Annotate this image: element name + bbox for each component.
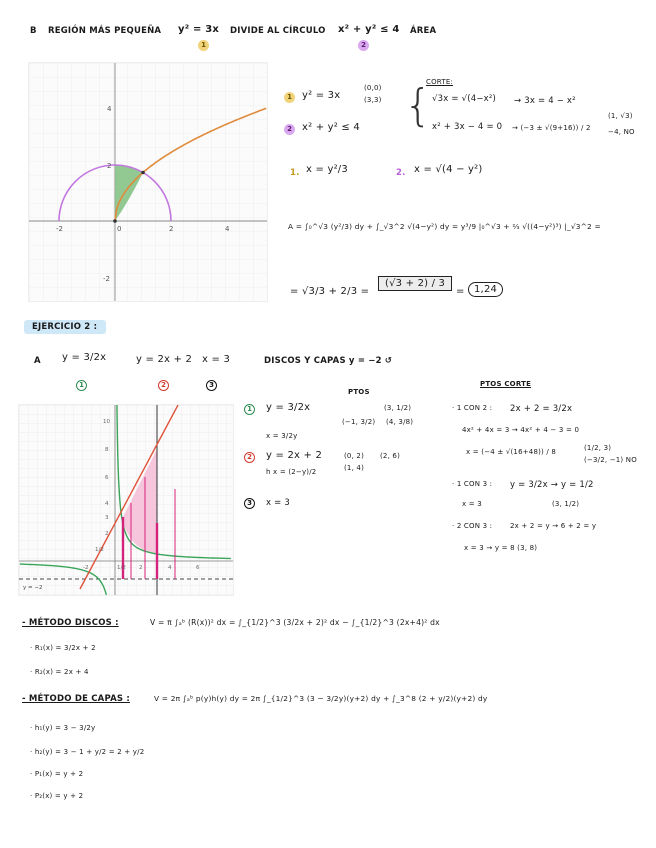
c1-res1: (1/2, 3) <box>584 444 612 452</box>
tick-y-10: 10 <box>103 419 110 425</box>
sub2-num: 2. <box>396 168 406 178</box>
c1-l3: x = (−4 ± √(16+48)) / 8 <box>466 448 557 456</box>
c3-eq: 2x + 2 = y → 6 + 2 = y <box>510 522 597 530</box>
corte-res1: (1, √3) <box>608 112 633 120</box>
sub1-eq: x = y²/3 <box>306 164 348 175</box>
badge-item3: 3 <box>244 498 255 509</box>
c1-eq: 2x + 2 = 3/2x <box>510 404 573 414</box>
capas-formula: V = 2π ∫ₐᵇ p(y)h(y) dy = 2π ∫_{1/2}^3 (3 − 3/2y)(y+2) dy + ∫_3^8 (2 + y/2)(y+2) dy <box>154 694 488 703</box>
badge-1-inline: 1 <box>284 92 295 103</box>
c1-label: · 1 CON 2 : <box>452 404 493 412</box>
ptos-corte-title: PTOS CORTE <box>480 380 532 388</box>
item2-pt1: (0, 2) <box>344 452 365 460</box>
label-y-minus-2: y = −2 <box>23 585 43 591</box>
tick-y-half: 1/2 <box>95 547 104 553</box>
item1-pt3: (3, 1/2) <box>384 404 412 412</box>
item2-eq: y = 2x + 2 <box>266 450 323 461</box>
item3-eq: x = 3 <box>266 498 290 508</box>
tick-y-2: 2 <box>107 162 112 170</box>
section-b-letter: B <box>30 26 37 36</box>
tick-y-8: 8 <box>105 447 109 453</box>
section-a-eq2: y = 2x + 2 <box>136 354 193 365</box>
area-expression: A = ∫₀^√3 (y²/3) dy + ∫_√3^2 √(4−y²) dy = y³/9 |₀^√3 + ⅔ √((4−y²)³) |_√3^2 = <box>288 222 601 231</box>
corte-1b: → 3x = 4 − x² <box>514 96 576 106</box>
tick-x-2: 2 <box>139 565 143 571</box>
c1-l2: 4x² + 4x = 3 → 4x² + 4 − 3 = 0 <box>462 426 580 434</box>
discos-title: - MÉTODO DISCOS : <box>22 618 119 628</box>
item1-inv: x = 3/2y <box>266 432 298 440</box>
item1-pt2: (4, 3/8) <box>386 418 414 426</box>
capas-p1: · P₁(x) = y + 2 <box>30 770 84 778</box>
badge-a1: 1 <box>76 380 87 391</box>
badge-1: 1 <box>198 40 209 51</box>
graph-discs-shells <box>18 404 234 596</box>
equals-sign: = <box>456 286 465 297</box>
tick-x-half: 1/2 <box>117 565 126 571</box>
section-a-eq3: x = 3 <box>202 354 231 365</box>
line1-pt1: (0,0) <box>364 84 382 92</box>
result-1: = √3/3 + 2/3 = <box>290 286 370 297</box>
corte-title: CORTE: <box>426 78 454 86</box>
tick-x-2: 2 <box>169 225 174 233</box>
badge-2-inline: 2 <box>284 124 295 135</box>
item1-eq: y = 3/2x <box>266 402 311 413</box>
brace: { <box>404 80 432 131</box>
discos-formula: V = π ∫ₐᵇ (R(x))² dx = ∫_{1/2}^3 (3/2x + 2)² dx − ∫_{1/2}^3 (2x+4)² dx <box>150 618 440 627</box>
sub1-num: 1. <box>290 168 300 178</box>
tick-y-4: 4 <box>105 501 109 507</box>
tick-x-4: 4 <box>225 225 230 233</box>
capas-p2: · P₂(x) = y + 2 <box>30 792 84 800</box>
tick-x--2: -2 <box>83 565 89 571</box>
c3-label: · 2 CON 3 : <box>452 522 493 530</box>
tick-y-4: 4 <box>107 105 112 113</box>
c2-pt: (3, 1/2) <box>552 500 580 508</box>
result-oval: 1,24 <box>468 282 503 297</box>
section-b-eq2: x² + y² ≤ 4 <box>338 24 400 35</box>
result-box: (√3 + 2) / 3 <box>378 276 452 291</box>
tick-x-0: 0 <box>117 225 122 233</box>
item1-pt1: (−1, 3/2) <box>342 418 376 426</box>
capas-title: - MÉTODO DE CAPAS : <box>22 694 130 704</box>
line1-eq: y² = 3x <box>302 90 341 101</box>
c2-l2: x = 3 <box>462 500 482 508</box>
corte-res2: −4, NO <box>608 128 635 136</box>
item2-pt3: (1, 4) <box>344 464 365 472</box>
exercise-label: EJERCICIO 2 : <box>32 322 98 332</box>
badge-item2: 2 <box>244 452 255 463</box>
tick-x-6: 6 <box>196 565 200 571</box>
sub2-eq: x = √(4 − y²) <box>414 164 483 175</box>
tick-y-2: 2 <box>105 531 109 537</box>
ptos-title: PTOS <box>348 388 370 396</box>
section-b-area: ÁREA <box>410 26 437 36</box>
section-b-eq1: y² = 3x <box>178 24 220 35</box>
corte-2: x² + 3x − 4 = 0 <box>432 122 503 132</box>
discos-r2: · R₂(x) = 2x + 4 <box>30 668 89 676</box>
graph-region-circle <box>28 62 268 302</box>
tick-x--2: -2 <box>56 225 63 233</box>
corte-2b: → (−3 ± √(9+16)) / 2 <box>512 124 591 132</box>
item2-inv: h x = (2−y)/2 <box>266 468 317 476</box>
item2-pt2: (2, 6) <box>380 452 401 460</box>
line2-eq: x² + y² ≤ 4 <box>302 122 360 133</box>
section-b-title: REGIÓN MÁS PEQUEÑA <box>48 26 162 36</box>
c2-label: · 1 CON 3 : <box>452 480 493 488</box>
tick-y-3: 3 <box>105 515 109 521</box>
corte-1: √3x = √(4−x²) <box>432 94 496 104</box>
discos-r1: · R₁(x) = 3/2x + 2 <box>30 644 96 652</box>
c1-res2: (−3/2, −1) NO <box>584 456 637 464</box>
c3-l2: x = 3 → y = 8 (3, 8) <box>464 544 538 552</box>
capas-h2: · h₂(y) = 3 − 1 + y/2 = 2 + y/2 <box>30 748 145 756</box>
badge-item1: 1 <box>244 404 255 415</box>
origin-point <box>113 219 117 223</box>
badge-2: 2 <box>358 40 369 51</box>
section-a-letter: A <box>34 356 41 366</box>
badge-a3: 3 <box>206 380 217 391</box>
tick-y-6: 6 <box>105 475 109 481</box>
capas-h1: · h₁(y) = 3 − 3/2y <box>30 724 96 732</box>
tick-y--2: -2 <box>103 275 110 283</box>
c2-eq: y = 3/2x → y = 1/2 <box>510 480 594 490</box>
section-a-eq1: y = 3/2x <box>62 352 107 363</box>
badge-a2: 2 <box>158 380 169 391</box>
section-a-title: DISCOS Y CAPAS y = −2 ↺ <box>264 356 393 366</box>
line1-pt2: (3,3) <box>364 96 382 104</box>
section-b-divide: DIVIDE AL CÍRCULO <box>230 26 326 36</box>
intersection-point <box>141 171 145 175</box>
tick-x-4: 4 <box>168 565 172 571</box>
